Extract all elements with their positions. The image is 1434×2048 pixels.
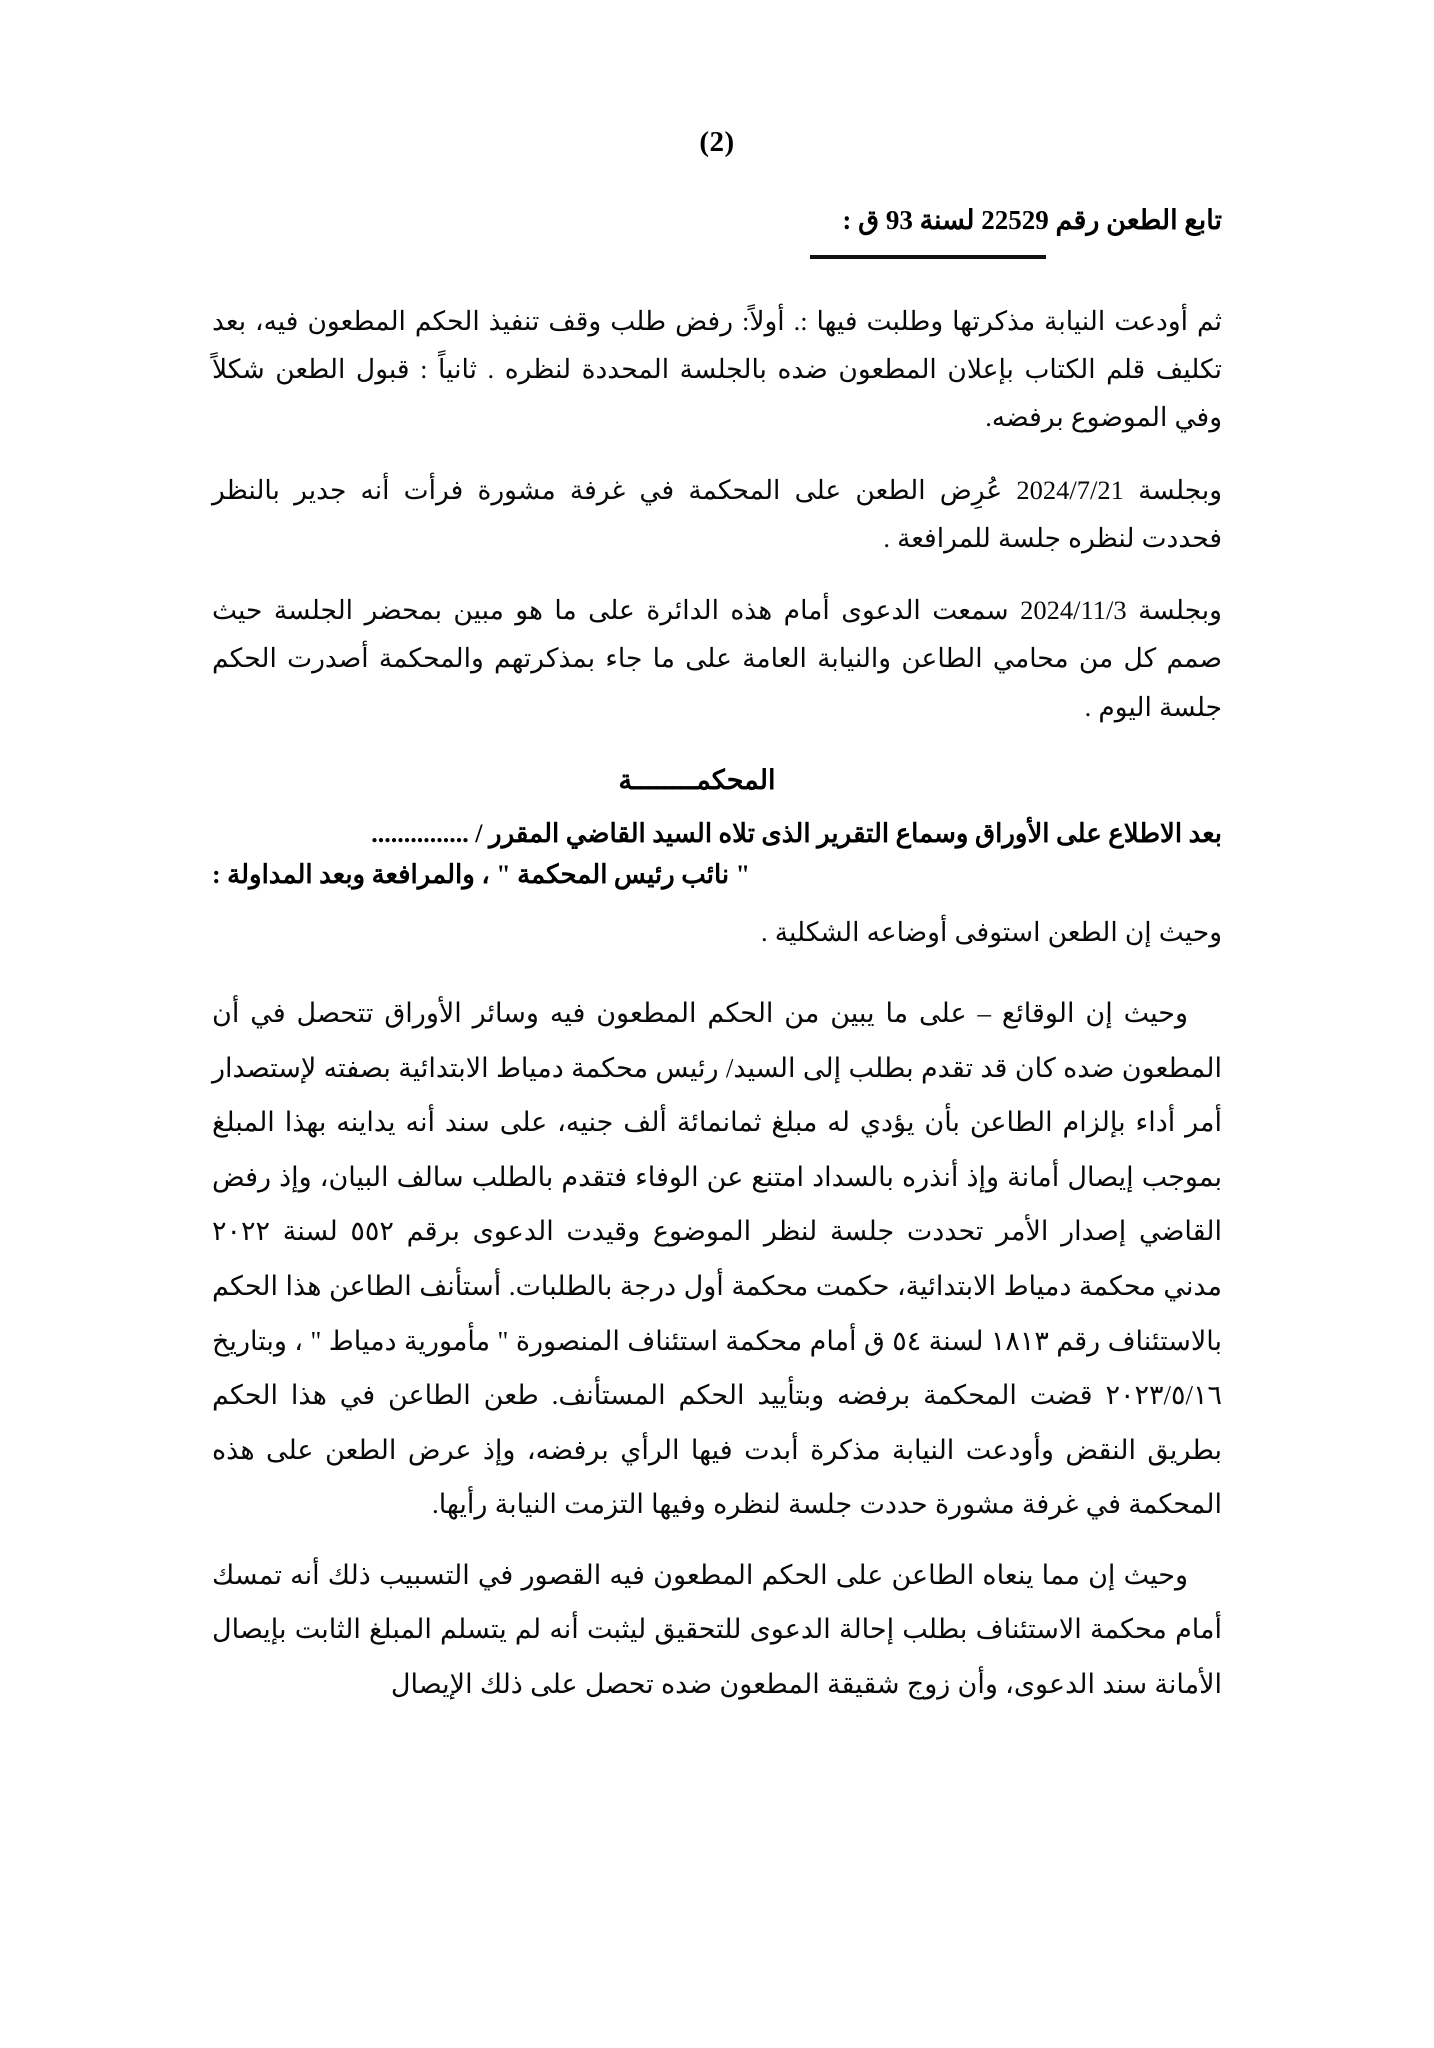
spacer [212, 956, 1222, 986]
court-heading: المحكمــــــــة [618, 764, 776, 795]
header-divider-rule [810, 255, 1046, 259]
paragraph-facts-of-case: وحيث إن الوقائع – على ما يبين من الحكم المطعون فيه وسائر الأوراق تتحصل في أن المطعون ضده كان قد تقدم بطلب إلى السيد/ رئيس محكمة دمياط الابتدائية بصفته لإستصدار أمر أداء بإلزام الطاعن بأن يؤدي له مبلغ ثمانمائة ألف جنيه، على سند أنه يداينه بهذا المبلغ بموجب إيصال أمانة وإذ أنذره بالسداد امتنع عن الوفاء فتقدم بالطلب سالف البيان، وإذ رفض القاضي إصدار الأمر تحددت جلسة لنظر الموضوع وقيدت الدعوى برقم ٥٥٢ لسنة ٢٠٢٢ مدني محكمة دمياط الابتدائية، حكمت محكمة أول درجة بالطلبات. أستأنف الطاعن هذا الحكم بالاستئناف رقم ١٨١٣ لسنة ٥٤ ق أمام محكمة استئناف المنصورة " مأمورية دمياط " ، وبتاريخ ٢٠٢٣/٥/١٦ قضت المحكمة برفضه وبتأييد الحكم المستأنف. طعن الطاعن في هذا الحكم بطريق النقض وأودعت النيابة مذكرة أبدت فيها الرأي برفضه، وإذ عرض الطعن على هذه المحكمة في غرفة مشورة حددت جلسة لنظره وفيها التزمت النيابة رأيها. [212, 998, 1222, 1520]
paragraph-session-2024-7-21: وبجلسة 2024/7/21 عُرِض الطعن على المحكمة في غرفة مشورة فرأت أنه جدير بالنظر فحددت لنظره جلسة للمرافعة . [212, 474, 1222, 553]
spacer [212, 1532, 1222, 1548]
case-reference-header: تابع الطعن رقم 22529 لسنة 93 ق : [842, 205, 1222, 235]
paragraph-prosecution-memo: ثم أودعت النيابة مذكرتها وطلبت فيها :. أولاً: رفض طلب وقف تنفيذ الحكم المطعون فيه، بعد تكليف قلم الكتاب بإعلان المطعون ضده بالجلسة المحددة لنظره . ثانياً : قبول الطعن شكلاً وفي الموضوع برفضه. [212, 306, 1222, 433]
paragraph-appeal-formalities: وحيث إن الطعن استوفى أوضاعه الشكلية . [761, 917, 1222, 948]
page-content-area [212, 0, 1222, 2048]
paragraph-session-2024-11-3: وبجلسة 2024/11/3 سمعت الدعوى أمام هذه الدائرة على ما هو مبين بمحضر الجلسة حيث صمم كل من محامي الطاعن والنيابة العامة على ما جاء بمذكرتهم والمحكمة أصدرت الحكم جلسة اليوم . [212, 595, 1222, 722]
page-number: (2) [699, 126, 735, 158]
paragraph-deputy-president-bold: " نائب رئيس المحكمة " ، والمرافعة وبعد المداولة : [212, 860, 751, 890]
paragraph-grounds-of-appeal: وحيث إن مما ينعاه الطاعن على الحكم المطعون فيه القصور في التسبيب ذلك أنه تمسك أمام محكمة الاستئناف بطلب إحالة الدعوى للتحقيق ليثبت أنه لم يتسلم المبلغ الثابت بإيصال الأمانة سند الدعوى، وأن زوج شقيقة المطعون ضده تحصل على ذلك الإيصال [212, 1559, 1222, 1699]
paragraph-after-review-bold: بعد الاطلاع على الأوراق وسماع التقرير الذى تلاه السيد القاضي المقرر / ............... [371, 818, 1222, 848]
spacer [212, 259, 1222, 275]
